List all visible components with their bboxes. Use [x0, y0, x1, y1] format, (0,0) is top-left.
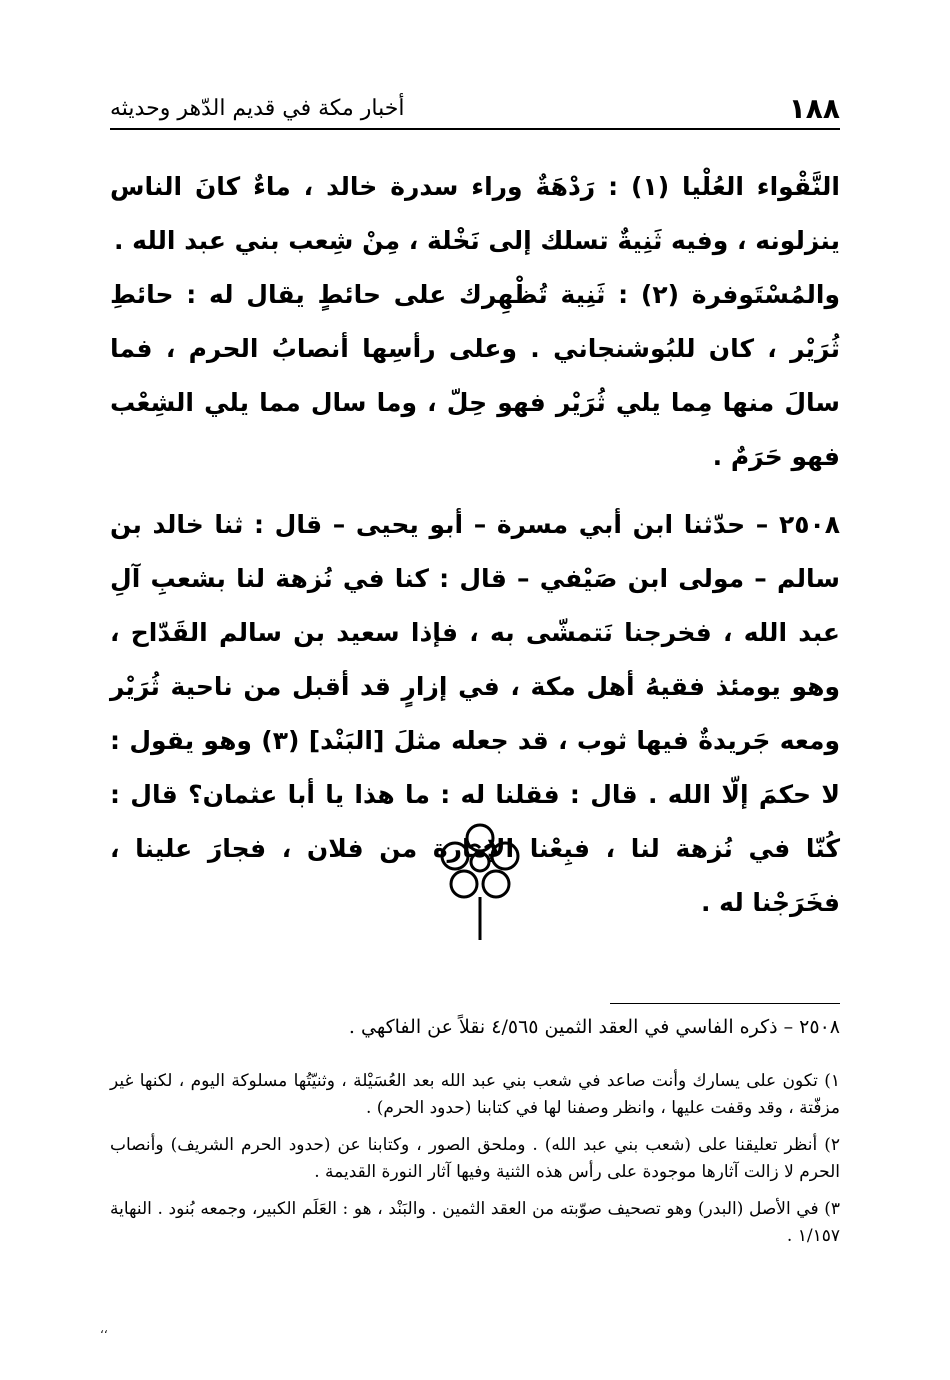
- paragraph-2508: ٢٥٠٨ – حدّثنا ابن أبي مسرة – أبو يحيى – قال : ثنا خالد بن سالم – مولى ابن صَيْفي – قال : كنا في نُزهة لنا بشعبِ آلِ عبد الله ، فخرجنا نَتمشّى به ، فإذا سعيد بن سالم القَدّاح ، وهو يومئذ فقيهُ أهل مكة ، في إزارٍ قد أقبل من ناحية ثُرَيْر ومعه جَريدةٌ فيها ثوب ، قد جعله مثلَ [البَنْد] (٣) وهو يقول : لا حكمَ إلّا الله . قال : فقلنا له : ما هذا يا أبا عثمان؟ قال : كُنّا في نُزهة لنا ، فبِعْنا الإمارة من فلان ، فجارَ علينا ، فخَرَجْنا له .: [110, 510, 840, 917]
- scan-mark-icon: ‘‘: [100, 1328, 108, 1342]
- source-note: ٢٥٠٨ – ذكره الفاسي في العقد الثمين ٤/٥٦٥ نقلاً عن الفاكهي .: [348, 1016, 840, 1038]
- page-number: ١٨٨: [788, 91, 840, 125]
- footnote-rule: [610, 1003, 840, 1004]
- paragraph-mustawfira: والمُسْتَوفرة (٢) : ثَنِية تُظْهِرك على حائطٍ يقال له : حائطِ ثُرَيْر ، كان للبُوشنجاني . وعلى رأسِها أنصابُ الحرم ، فما سالَ منها مِما يلي ثُرَيْر فهو حِلّ ، وما سال مما يلي الشِعْب فهو حَرَمٌ .: [110, 280, 840, 471]
- running-title: أخبار مكة في قديم الدّهر وحديثه: [110, 95, 405, 121]
- flower-ornament-icon: [425, 822, 535, 942]
- footnotes: [110, 1012, 840, 1260]
- footnote-3: ٣) في الأصل (البدر) وهو تصحيف صوّبته من العقد الثمين . والبَنْد ، هو : العَلَم الكبير، وجمعه بُنود . النهاية ١/١٥٧ .: [110, 1199, 840, 1246]
- running-head: [110, 88, 840, 130]
- paragraph-naqwa: النَّقْواء العُلْيا (١) : رَدْهَةٌ وراء سدرة خالد ، ماءٌ كانَ الناس ينزلونه ، وفيه ثَنِيةٌ تسلك إلى نَخْلة ، مِنْ شِعب بني عبد الله .: [110, 172, 840, 255]
- footnote-1: ١) تكون على يسارك وأنت صاعد في شعب بني عبد الله بعد العُسَيْلة ، وثنيّتُها مسلوكة اليوم ، لكنها غير مزفّتة ، وقد وقفت عليها ، وانظر وصفنا لها في كتابنا (حدود الحرم) .: [110, 1071, 840, 1118]
- main-text: [110, 160, 840, 930]
- footnote-2: ٢) أنظر تعليقنا على (شعب بني عبد الله) . وملحق الصور ، وكتابنا عن (حدود الحرم الشريف) وأنصاب الحرم لا زالت آثارها موجودة على رأس هذه الثنية وفيها آثار النورة القديمة .: [110, 1135, 841, 1182]
